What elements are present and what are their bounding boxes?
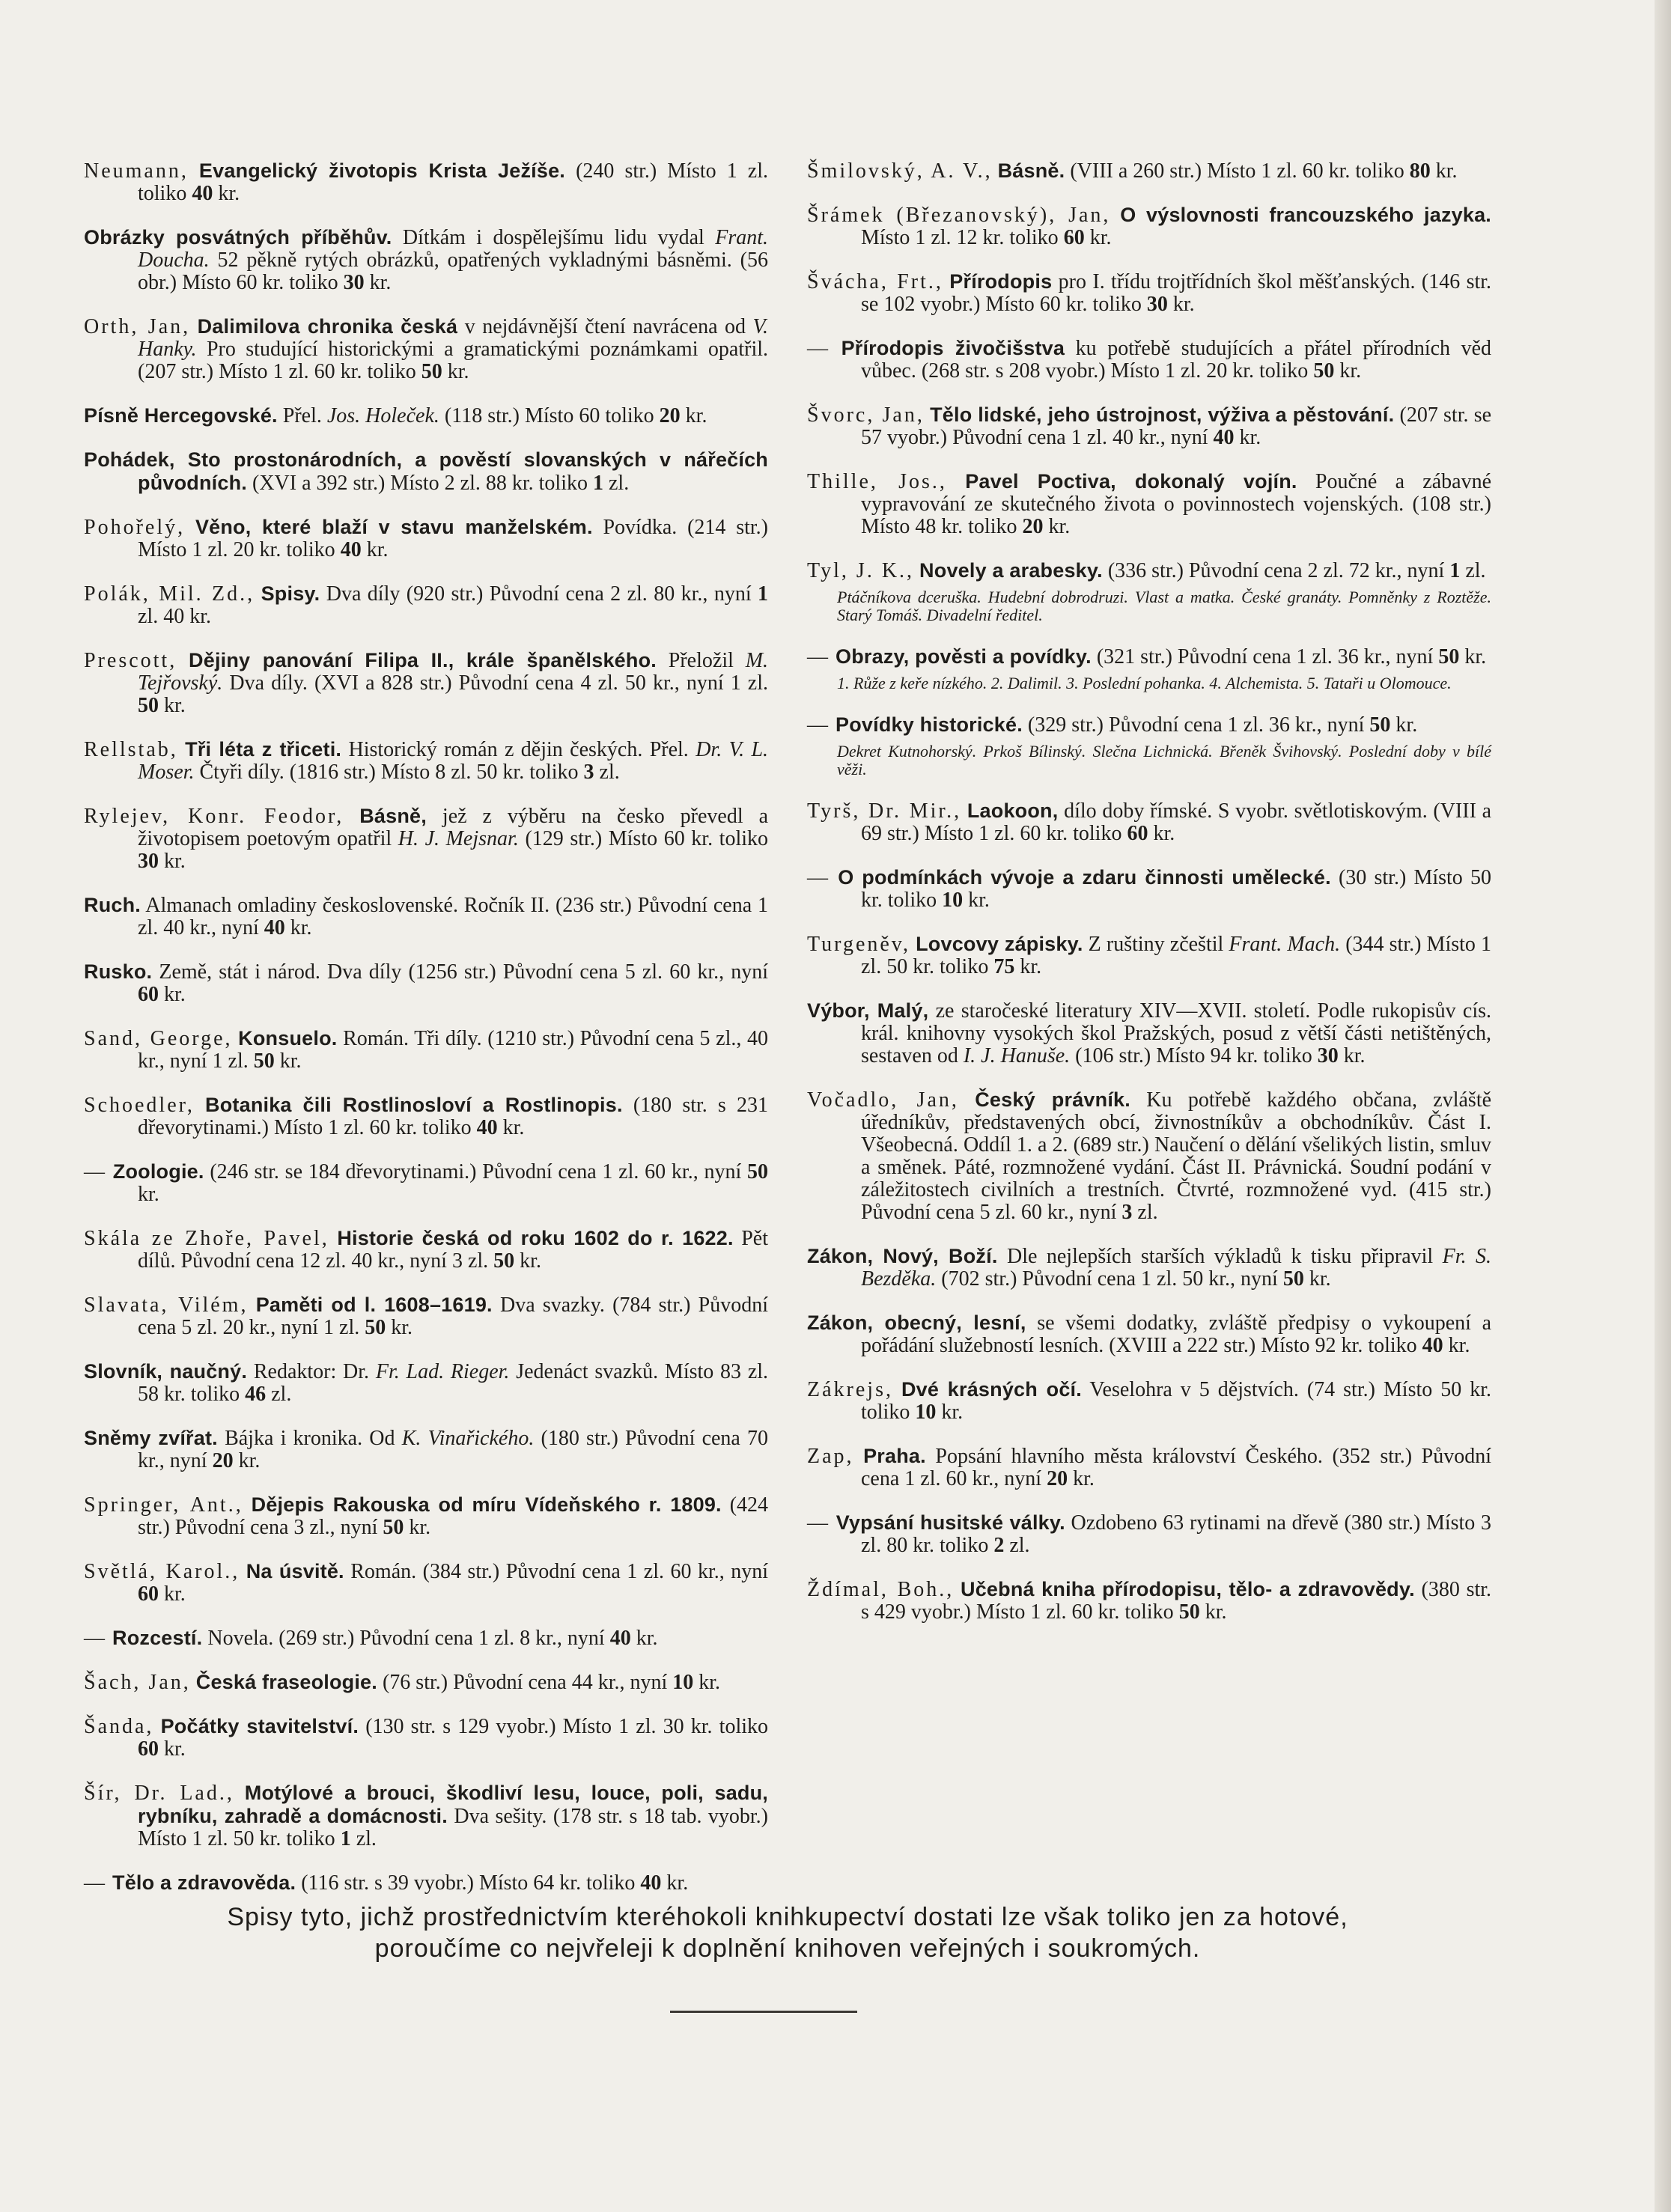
entry-price-unit: kr. — [218, 182, 240, 205]
entry-title: Povídky historické. — [836, 713, 1023, 736]
entry-price-unit: kr. — [636, 1627, 658, 1650]
catalog-entry — [84, 1427, 768, 1472]
entry-text: Poučné a zábavné vypravování ze skutečného života o povinnostech vojenských. (108 str.) Místo 48 kr. toliko — [861, 470, 1491, 538]
entry-title: Motýlové a brouci, škodliví lesu, louce, poli, sadu, rybníku, zahradě a domácnosti. — [138, 1782, 768, 1827]
entry-author: — — [84, 1871, 107, 1895]
catalog-entry — [84, 1227, 768, 1273]
entry-price: 3 — [1121, 1201, 1133, 1224]
entry-title: Laokoon, — [967, 799, 1059, 822]
entry-price: 40 — [1213, 426, 1235, 449]
entry-title: Historie česká od roku 1602 do r. 1622. — [337, 1227, 734, 1249]
right-column — [807, 138, 1491, 1904]
entry-price-unit: kr. — [409, 1516, 431, 1539]
catalog-entry — [84, 1560, 768, 1606]
entry-editor: Frant. Doucha. — [138, 226, 769, 272]
entry-price-unit: kr. — [1153, 822, 1175, 845]
entry-price: 30 — [1317, 1044, 1339, 1067]
catalog-entry — [84, 226, 768, 294]
entry-title: Básně. — [997, 159, 1065, 182]
entry-text-continued: Čtyři díly. (1816 str.) Místo 8 zl. 50 kr. toliko — [199, 761, 579, 784]
entry-title: Botanika čili Rostlinosloví a Rostlinopis. — [205, 1094, 623, 1116]
entry-price: 40 — [192, 182, 213, 205]
entry-author: Turgeněv, — [807, 933, 910, 956]
entry-text: (246 str. se 184 dřevorytinami.) Původní cena 1 zl. 60 kr., nyní — [210, 1160, 742, 1183]
catalog-entry — [84, 1360, 768, 1406]
entry-title: Praha. — [863, 1445, 926, 1467]
entry-price: 20 — [1022, 515, 1044, 538]
entry-price: 46 — [245, 1383, 267, 1406]
catalog-entry — [84, 805, 768, 873]
entry-price-unit: kr. — [1435, 159, 1458, 183]
entry-title: Konsuelo. — [238, 1027, 338, 1049]
entry-price-unit: zl. — [356, 1827, 377, 1850]
entry-price: 50 — [747, 1160, 769, 1183]
entry-price-unit: kr. — [366, 538, 389, 561]
entry-price-unit: kr. — [447, 360, 469, 383]
entry-price-unit: kr. — [1172, 293, 1195, 316]
catalog-entry — [807, 1245, 1491, 1291]
entry-price: 60 — [138, 1582, 159, 1606]
catalog-entry — [807, 403, 1491, 449]
catalog-entry — [807, 713, 1491, 737]
entry-price-unit: zl. 40 kr. — [138, 605, 211, 628]
catalog-entry — [84, 1294, 768, 1339]
entry-price-unit: kr. — [685, 404, 707, 427]
entry-price-unit: kr. — [1020, 955, 1042, 978]
entry-price: 60 — [1063, 226, 1085, 249]
closing-rule — [670, 2011, 857, 2013]
entry-price: 40 — [1422, 1334, 1443, 1357]
entry-text-continued: (118 str.) Místo 60 toliko — [444, 404, 654, 427]
entry-price-unit: kr. — [138, 1183, 159, 1206]
entry-author: Tyrš, Dr. Mir., — [807, 799, 962, 823]
entry-price: 1 — [340, 1827, 351, 1850]
entry-price: 40 — [476, 1116, 498, 1139]
entry-price: 75 — [993, 955, 1015, 978]
entry-text: Ku potřebě každého občana, zvláště úředníkův, představených obcí, živnostníkův a obchodníkův. Část I. Všeobecná. Oddíl 1. a 2. (689 str.) Naučení o dělání všelikých listin, smluv a směnek. Páté, rozmnožené vydání. Část II. Právnická. Soudní podání v záležitostech civilních a trestních. Čtvrté, rozmnožené vyd. (415 str.) Původní cena 5 zl. 60 kr., nyní — [861, 1088, 1492, 1224]
catalog-entry — [84, 1782, 768, 1850]
entry-text-continued: 52 pěkně rytých obrázků, opatřených vykladnými básněmi. (56 obr.) Místo 60 kr. toliko — [138, 249, 768, 294]
catalog-entry — [84, 448, 768, 495]
entry-text: (XVI a 392 str.) Místo 2 zl. 88 kr. toliko — [252, 472, 588, 495]
entry-price: 40 — [264, 916, 285, 939]
catalog-columns — [84, 138, 1491, 1904]
entry-text: pro I. třídu trojtřídních škol měšťanských. (146 str. se 102 vyobr.) Místo 60 kr. toliko — [861, 270, 1492, 316]
entry-price-unit: kr. — [941, 1401, 964, 1424]
entry-price-unit: kr. — [238, 1449, 261, 1472]
catalog-entry — [84, 1671, 768, 1694]
entry-author: Skála ze Zhoře, Pavel, — [84, 1227, 329, 1250]
entry-price-unit: zl. — [599, 761, 620, 784]
entry-title: Tělo lidské, jeho ústrojnost, výživa a pěstování. — [930, 403, 1395, 426]
entry-title: Písně Hercegovské. — [84, 404, 278, 427]
entry-editor: Fr. S. Bezděka. — [861, 1245, 1492, 1291]
entry-author: Šír, Dr. Lad., — [84, 1782, 234, 1805]
entry-text: dílo doby římské. S vyobr. světlotiskovým. (VIII a 69 str.) Místo 1 zl. 60 kr. toliko — [861, 799, 1491, 845]
entry-price: 3 — [583, 761, 594, 784]
entry-price: 50 — [253, 1049, 275, 1073]
entry-title: Dějiny panování Filipa II., krále španělského. — [189, 649, 657, 671]
entry-author: Zap, — [807, 1445, 854, 1468]
entry-author: — — [807, 866, 830, 889]
catalog-entry — [84, 404, 768, 427]
entry-price-unit: kr. — [520, 1249, 541, 1273]
entry-title: Český právník. — [975, 1088, 1130, 1111]
entry-price-unit: kr. — [164, 1737, 186, 1761]
entry-price-unit: kr. — [1309, 1267, 1331, 1291]
entry-price: 50 — [138, 694, 159, 717]
catalog-entry — [807, 159, 1491, 183]
entry-title: Rusko. — [84, 960, 153, 983]
entry-price-unit: kr. — [164, 850, 186, 873]
catalog-entry — [807, 559, 1491, 582]
entry-text: Přel. — [282, 404, 322, 427]
entry-title: Zákon, Nový, Boží. — [807, 1245, 998, 1267]
entry-text: Země, stát i národ. Dva díly (1256 str.) Původní cena 5 zl. 60 kr., nyní — [159, 960, 769, 984]
catalog-entry — [807, 1378, 1491, 1424]
entry-price: 50 — [383, 1516, 404, 1539]
entry-author: Rellstab, — [84, 738, 178, 761]
entry-title: Zákon, obecný, lesní, — [807, 1311, 1026, 1334]
catalog-entry — [807, 933, 1491, 978]
entry-author: Pohořelý, — [84, 516, 186, 539]
left-column — [84, 138, 768, 1904]
entry-title: Výbor, Malý, — [807, 999, 929, 1022]
entry-price-unit: kr. — [1339, 359, 1362, 383]
entry-author: Springer, Ant., — [84, 1493, 243, 1517]
catalog-entry — [84, 649, 768, 717]
entry-price-unit: kr. — [666, 1871, 689, 1895]
catalog-entry — [807, 1578, 1491, 1624]
entry-price-unit: kr. — [279, 1049, 302, 1073]
entry-text: (336 str.) Původní cena 2 zl. 72 kr., nyní — [1107, 559, 1445, 582]
entry-author: — — [807, 713, 830, 737]
entry-text: (207 str. se 57 vyobr.) Původní cena 1 zl. 40 kr., nyní — [861, 403, 1492, 449]
entry-price: 10 — [915, 1401, 937, 1424]
catalog-entry — [807, 1311, 1491, 1357]
entry-author: — — [807, 337, 830, 360]
entry-text-continued: (106 str.) Místo 94 kr. toliko — [1075, 1044, 1312, 1067]
entry-author: Šrámek (Březanovský), Jan, — [807, 204, 1111, 227]
entry-contents: Dekret Kutnohorský. Prkoš Bílinský. Slečna Lichnická. Břeněk Švihovský. Poslední doby v bílé věži. — [837, 742, 1491, 779]
page-edge — [1655, 0, 1671, 2212]
entry-author: Tyl, J. K., — [807, 559, 915, 582]
entry-editor: K. Vinařického. — [401, 1427, 535, 1450]
catalog-entry — [84, 738, 768, 784]
entry-title: Lovcovy zápisky. — [916, 933, 1083, 955]
catalog-entry — [84, 1871, 768, 1895]
entry-text: Popsání hlavního města království Českého. (352 str.) Původní cena 1 zl. 60 kr., nyní — [861, 1445, 1492, 1490]
entry-author: — — [807, 645, 830, 668]
entry-contents: 1. Růže z keře nízkého. 2. Dalimil. 3. Poslední pohanka. 4. Alchemista. 5. Tataři u Olomouce. — [837, 674, 1452, 692]
entry-title: Novely a arabesky. — [919, 559, 1103, 582]
entry-title: Spisy. — [261, 582, 320, 605]
entry-price-unit: zl. — [1137, 1201, 1158, 1224]
entry-title: Slovník, naučný. — [84, 1360, 248, 1383]
entry-price-unit: kr. — [164, 983, 186, 1006]
entry-title: Dějepis Rakouska od míru Vídeňského r. 1809. — [251, 1493, 722, 1516]
entry-text: Přeložil — [668, 649, 734, 672]
entry-text: Dva svazky. (784 str.) Původní cena 5 zl. 20 kr., nyní 1 zl. — [138, 1294, 769, 1339]
catalog-entry — [807, 1445, 1491, 1490]
entry-price: 50 — [1178, 1600, 1200, 1624]
entry-text: Pět dílů. Původní cena 12 zl. 40 kr., nyní 3 zl. — [138, 1227, 769, 1273]
entry-text: Dva díly (920 str.) Původní cena 2 zl. 80 kr., nyní — [326, 582, 752, 606]
entry-price-unit: kr. — [369, 271, 392, 294]
entry-title: O výslovnosti francouzského jazyka. — [1120, 204, 1492, 226]
entry-text-continued: Pro studující historickými a gramatickými poznámkami opatřil. (207 str.) Místo 1 zl. 60 kr. toliko — [138, 338, 768, 383]
entry-title: Učebná kniha přírodopisu, tělo- a zdravovědy. — [961, 1578, 1415, 1600]
entry-author: — — [807, 1511, 830, 1535]
entry-price-unit: kr. — [1048, 515, 1071, 538]
entry-text: Veselohra v 5 dějstvích. (74 str.) Místo 50 kr. toliko — [861, 1378, 1491, 1424]
entry-author: Ždímal, Boh., — [807, 1578, 955, 1601]
catalog-entry — [807, 999, 1491, 1067]
entry-price: 60 — [1127, 822, 1148, 845]
entry-author: Švorc, Jan, — [807, 403, 925, 427]
catalog-entry — [807, 645, 1491, 668]
closing-line-2: poroučíme co nejvřeleji k doplnění knihoven veřejných i soukromých. — [374, 1934, 1201, 1963]
entry-title: Tělo a zdravověda. — [112, 1871, 296, 1894]
entry-text: jež z výběru na česko převedl a životopisem poetovým opatřil — [138, 805, 769, 850]
entry-title: Přírodopis — [949, 270, 1053, 293]
entry-price: 20 — [1047, 1467, 1068, 1490]
entry-text: (329 str.) Původní cena 1 zl. 36 kr., nyní — [1027, 713, 1365, 737]
entry-price-unit: kr. — [1343, 1044, 1366, 1067]
entry-price: 50 — [1438, 645, 1460, 668]
catalog-entry — [84, 1715, 768, 1761]
entry-title: Evangelický životopis Krista Ježíše. — [198, 159, 566, 182]
entry-text: (380 str. s 429 vyobr.) Místo 1 zl. 60 kr. toliko — [861, 1578, 1492, 1624]
entry-text: (321 str.) Původní cena 1 zl. 36 kr., nyní — [1096, 645, 1434, 668]
entry-price-unit: kr. — [698, 1671, 721, 1694]
entry-title: Paměti od l. 1608–1619. — [255, 1294, 493, 1316]
entry-editor: M. Tejřovský. — [138, 649, 769, 695]
entry-author: Švácha, Frt., — [807, 270, 943, 293]
entry-price-unit: kr. — [164, 694, 186, 717]
entry-contents: Ptáčníkova dceruška. Hudební dobrodruzi. Vlast a matka. České granáty. Pomněnky z Roztěže. Starý Tomáš. Divadelní ředitel. — [837, 588, 1491, 624]
catalog-entry — [807, 337, 1491, 383]
entry-price: 60 — [138, 1737, 159, 1761]
entry-text: (30 str.) Místo 50 kr. toliko — [861, 866, 1492, 912]
entry-price: 80 — [1409, 159, 1431, 183]
entry-price-unit: kr. — [391, 1316, 413, 1339]
entry-author: Sand, George, — [84, 1027, 233, 1050]
entry-text: Místo 1 zl. 12 kr. toliko — [861, 226, 1059, 249]
entry-price-unit: kr. — [502, 1116, 525, 1139]
entry-price: 1 — [1449, 559, 1461, 582]
entry-title: Pohádek, Sto prostonárodních, a pověstí slovanských v nářečích původních. — [84, 448, 768, 494]
entry-title: Česká fraseologie. — [195, 1671, 377, 1693]
catalog-entry — [84, 1493, 768, 1539]
entry-title: Obrazy, pověsti a povídky. — [836, 645, 1092, 668]
entry-title: Básně, — [359, 805, 427, 827]
entry-title: Přírodopis živočišstva — [841, 337, 1065, 359]
entry-price-unit: kr. — [1448, 1334, 1470, 1357]
entry-price-unit: kr. — [968, 889, 990, 912]
entry-author: Prescott, — [84, 649, 177, 672]
catalog-entry — [84, 1627, 768, 1650]
entry-text: Ozdobeno 63 rytinami na dřevě (380 str.) Místo 3 zl. 80 kr. toliko — [861, 1511, 1491, 1557]
entry-author: — — [84, 1627, 107, 1650]
entry-title: Počátky stavitelství. — [160, 1715, 359, 1737]
entry-price: 1 — [758, 582, 769, 606]
entry-text: Povídka. (214 str.) Místo 1 zl. 20 kr. toliko — [138, 516, 769, 561]
catalog-entry — [84, 159, 768, 205]
entry-text: v nejdávnější čtení navrácena od — [464, 315, 746, 338]
catalog-entry — [84, 516, 768, 561]
entry-price-unit: kr. — [1464, 645, 1487, 668]
catalog-entry — [807, 1511, 1491, 1557]
entry-text: Novela. (269 str.) Původní cena 1 zl. 8 kr., nyní — [207, 1627, 605, 1650]
entry-price-unit: kr. — [1239, 426, 1261, 449]
entry-title: Pavel Poctiva, dokonalý vojín. — [965, 470, 1297, 493]
catalog-entry — [84, 894, 768, 939]
entry-author: Neumann, — [84, 159, 189, 183]
catalog-entry — [807, 204, 1491, 249]
entry-editor: V. Hanky. — [138, 315, 769, 361]
catalog-entry — [84, 1160, 768, 1206]
entry-author: Polák, Mil. Zd., — [84, 582, 255, 606]
entry-author: Šmilovský, A. V., — [807, 159, 993, 183]
catalog-entry — [807, 270, 1491, 316]
entry-title: O podmínkách vývoje a zdaru činnosti umělecké. — [838, 866, 1331, 889]
entry-text: Bájka i kronika. Od — [225, 1427, 395, 1450]
entry-price: 10 — [672, 1671, 694, 1694]
entry-price: 50 — [493, 1249, 515, 1273]
entry-text-continued: Dva díly. (XVI a 828 str.) Původní cena 4 zl. 50 kr., nyní 1 zl. — [229, 671, 768, 695]
entry-text: ze staročeské literatury XIV—XVII. století. Podle rukopisův cís. král. knihovny vysokých škol Pražských, posud z větší části netištěných, sestaven od — [861, 999, 1491, 1067]
entry-title: Dvé krásných očí. — [901, 1378, 1082, 1401]
entry-price-unit: zl. — [271, 1383, 292, 1406]
entry-editor: Dr. V. L. Moser. — [138, 738, 769, 784]
catalog-entry — [84, 1094, 768, 1139]
entry-text: Almanach omladiny československé. Ročník II. (236 str.) Původní cena 1 zl. 40 kr., nyní — [138, 894, 768, 939]
entry-text: Redaktor: Dr. — [253, 1360, 370, 1383]
entry-author: Rylejev, Konr. Feodor, — [84, 805, 344, 828]
entry-editor: Fr. Lad. Rieger. — [375, 1360, 510, 1383]
entry-editor: H. J. Mejsnar. — [398, 827, 519, 850]
entry-author: Orth, Jan, — [84, 315, 191, 338]
entry-title: Věno, které blaží v stavu manželském. — [195, 516, 593, 538]
entry-text: Historický román z dějin českých. Přel. — [348, 738, 689, 761]
entry-title: Vypsání husitské války. — [836, 1511, 1065, 1534]
catalog-entry — [807, 1088, 1491, 1224]
catalog-entry — [84, 960, 768, 1006]
entry-price: 30 — [1146, 293, 1168, 316]
entry-price: 50 — [421, 360, 442, 383]
entry-text: ku potřebě studujících a přátel přírodních věd vůbec. (268 str. s 208 vyobr.) Místo 1 zl. 20 kr. toliko — [861, 337, 1492, 383]
entry-price: 50 — [1313, 359, 1335, 383]
catalog-entry — [807, 470, 1491, 538]
entry-price: 10 — [942, 889, 964, 912]
catalog-entry — [84, 1027, 768, 1073]
entry-author: Vočadlo, Jan, — [807, 1088, 959, 1112]
entry-author: Světlá, Karol., — [84, 1560, 240, 1583]
entry-price-unit: kr. — [1205, 1600, 1227, 1624]
entry-text-continued: (344 str.) Místo 1 zl. 50 kr. toliko — [861, 933, 1492, 978]
entry-author: Slavata, Vilém, — [84, 1294, 249, 1317]
catalog-entry — [807, 799, 1491, 845]
entry-price: 20 — [659, 404, 681, 427]
entry-title: Dalimilova chronika česká — [197, 315, 458, 338]
entry-title: Tři léta z třiceti. — [185, 738, 342, 761]
catalog-entry — [807, 866, 1491, 912]
entry-text: Román. (384 str.) Původní cena 1 zl. 60 kr., nyní — [350, 1560, 768, 1583]
entry-author: Schoedler, — [84, 1094, 195, 1117]
entry-text-continued: (180 str.) Původní cena 70 kr., nyní — [138, 1427, 769, 1472]
entry-editor: Jos. Holeček. — [326, 404, 439, 427]
entry-price-unit: kr. — [1073, 1467, 1095, 1490]
entry-title: Ruch. — [84, 894, 141, 916]
entry-text: (116 str. s 39 vyobr.) Místo 64 kr. toliko — [301, 1871, 636, 1895]
entry-author: Zákrejs, — [807, 1378, 893, 1401]
entry-text: (76 str.) Původní cena 44 kr., nyní — [382, 1671, 668, 1694]
entry-text: Dva sešity. (178 str. s 18 tab. vyobr.) Místo 1 zl. 50 kr. toliko — [138, 1805, 768, 1850]
entry-price: 50 — [1282, 1267, 1304, 1291]
entry-title: Obrázky posvátných příběhův. — [84, 226, 392, 249]
closing-note — [84, 1901, 1491, 1964]
entry-price: 40 — [609, 1627, 631, 1650]
entry-text: Z ruštiny zčeštil — [1088, 933, 1224, 956]
entry-text: (VIII a 260 str.) Místo 1 zl. 60 kr. toliko — [1070, 159, 1404, 183]
entry-price: 1 — [592, 472, 603, 495]
entry-text-continued: Jedenáct svazků. Místo 83 zl. 58 kr. toliko — [138, 1360, 769, 1406]
entry-editor: Frant. Mach. — [1229, 933, 1341, 956]
catalog-entry — [84, 315, 768, 383]
entry-text: se všemi dodatky, zvláště předpisy o vykoupení a pořádání služebností lesních. (XVIII a 222 str.) Místo 92 kr. toliko — [861, 1311, 1492, 1357]
entry-price-unit: kr. — [290, 916, 312, 939]
entry-title: Na úsvitě. — [246, 1560, 344, 1582]
entry-title: Rozcestí. — [112, 1627, 203, 1649]
entry-price: 40 — [640, 1871, 662, 1895]
entry-author: Šach, Jan, — [84, 1671, 191, 1694]
entry-author: Šanda, — [84, 1715, 154, 1738]
entry-price-unit: kr. — [1089, 226, 1112, 249]
entry-author: Thille, Jos., — [807, 470, 947, 493]
entry-author: — — [84, 1160, 107, 1183]
entry-text: Dle nejlepších starších výkladů k tisku připravil — [1006, 1245, 1434, 1268]
entry-price: 30 — [138, 850, 159, 873]
entry-price-unit: kr. — [164, 1582, 186, 1606]
entry-price: 50 — [365, 1316, 386, 1339]
entry-price-unit: kr. — [1395, 713, 1418, 737]
entry-price: 40 — [340, 538, 362, 561]
entry-text: (240 str.) Místo 1 zl. toliko — [138, 159, 768, 205]
entry-price: 2 — [993, 1534, 1005, 1557]
entry-editor: I. J. Hanuše. — [963, 1044, 1071, 1067]
entry-price-unit: zl. — [1009, 1534, 1030, 1557]
entry-price: 50 — [1369, 713, 1391, 737]
entry-text: (180 str. s 231 dřevorytinami.) Místo 1 zl. 60 kr. toliko — [138, 1094, 768, 1139]
catalog-entry — [84, 582, 768, 628]
entry-title: Zoologie. — [112, 1160, 204, 1183]
closing-line-1: Spisy tyto, jichž prostřednictvím kteréhokoli knihkupectví dostati lze však toliko jen za hotové, — [227, 1903, 1348, 1931]
entry-text: (424 str.) Původní cena 3 zl., nyní — [138, 1493, 769, 1539]
entry-price: 60 — [138, 983, 159, 1006]
entry-price: 30 — [343, 271, 365, 294]
entry-title: Sněmy zvířat. — [84, 1427, 218, 1449]
entry-text: Román. Tři díly. (1210 str.) Původní cena 5 zl., 40 kr., nyní 1 zl. — [138, 1027, 768, 1073]
entry-price-unit: zl. — [1465, 559, 1486, 582]
entry-text-continued: (129 str.) Místo 60 kr. toliko — [525, 827, 769, 850]
entry-text: Dítkám i dospělejšímu lidu vydal — [402, 226, 704, 249]
entry-text: (130 str. s 129 vyobr.) Místo 1 zl. 30 kr. toliko — [365, 1715, 769, 1738]
entry-price: 20 — [212, 1449, 234, 1472]
entry-text-continued: (702 str.) Původní cena 1 zl. 50 kr., nyní — [941, 1267, 1278, 1291]
entry-price-unit: zl. — [608, 472, 630, 495]
